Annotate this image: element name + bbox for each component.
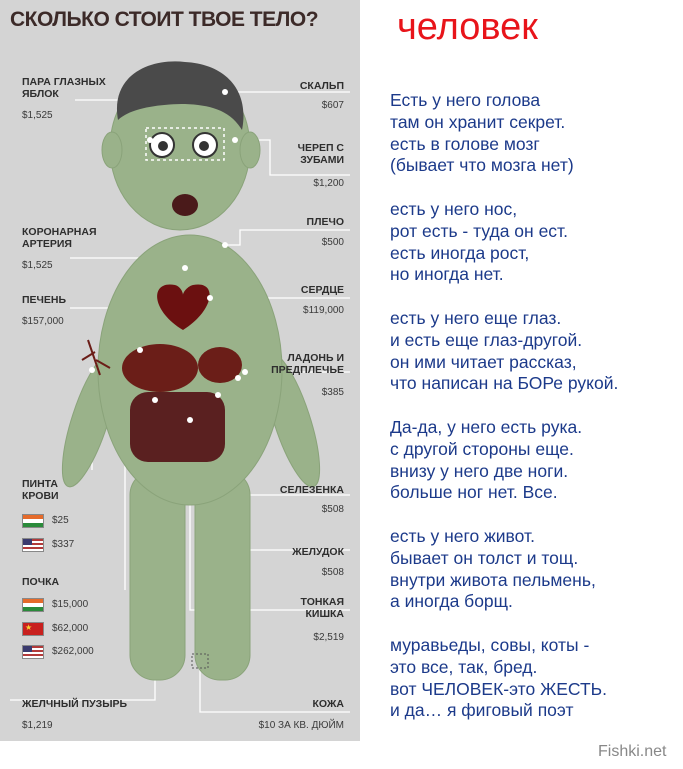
price-eyeballs: $1,525: [22, 110, 53, 121]
poem-line: с другой стороны еще.: [390, 438, 574, 459]
china-flag-icon: [22, 622, 44, 636]
poem-line: бывает он толст и тощ.: [390, 547, 579, 568]
stanza: [390, 199, 618, 286]
poem-line: внизу у него две ноги.: [390, 460, 569, 481]
poem-line: но иногда нет.: [390, 264, 504, 285]
stanza: [390, 635, 618, 722]
label-gallbladder: ЖЕЛЧНЫЙ ПУЗЫРЬ: [22, 698, 128, 710]
poem-line: муравьеды, совы, коты -: [390, 634, 590, 655]
poem-line: есть иногда рост,: [390, 242, 530, 263]
us-flag-icon: [22, 645, 44, 659]
poem-line: там он хранит секрет.: [390, 111, 566, 132]
label-pint-of-blood: ПИНТА КРОВИ: [22, 478, 59, 502]
label-skin: КОЖА: [312, 698, 344, 710]
poem-line: есть в голове мозг: [390, 133, 540, 154]
india-flag-icon: [22, 514, 44, 528]
label-spleen: СЕЛЕЗЕНКА: [279, 484, 344, 496]
stanza: [390, 308, 618, 395]
price-skull: $1,200: [313, 178, 344, 189]
us-flag-icon: [22, 538, 44, 552]
india-flag-icon: [22, 598, 44, 612]
price-kidney-us: $262,000: [52, 646, 94, 657]
poem-line: а иногда борщ.: [390, 591, 513, 612]
poem-line: Есть у него голова: [390, 90, 541, 110]
label-kidney: ПОЧКА: [22, 576, 60, 588]
poem-line: что написан на БОРе рукой.: [390, 373, 619, 394]
price-stomach: $508: [321, 567, 344, 578]
poem-line: это все, так, бред.: [390, 656, 538, 677]
price-spleen: $508: [321, 504, 344, 515]
poem-line: и да… я фиговый поэт: [390, 700, 574, 721]
label-liver: ПЕЧЕНЬ: [22, 294, 67, 306]
label-small-intestine: ТОНКАЯ КИШКА: [300, 596, 344, 620]
poem-title: человек: [397, 6, 538, 48]
price-kidney-india: $15,000: [52, 599, 89, 610]
poem-line: и есть еще глаз-другой.: [390, 329, 583, 350]
poem-line: он ими читает рассказ,: [390, 351, 577, 372]
stanza: [390, 417, 618, 504]
label-eyeballs: ПАРА ГЛАЗНЫХ ЯБЛОК: [22, 76, 106, 100]
label-shoulder: ПЛЕЧО: [306, 216, 344, 228]
label-coronary-artery: КОРОНАРНАЯ АРТЕРИЯ: [22, 226, 97, 250]
poem-line: (бывает что мозга нет): [390, 155, 574, 176]
poem-line: рот есть - туда он ест.: [390, 220, 568, 241]
price-small-intestine: $2,519: [313, 632, 344, 643]
price-scalp: $607: [321, 100, 344, 111]
poem-line: есть у него нос,: [390, 198, 518, 219]
label-skull: ЧЕРЕП С ЗУБАМИ: [297, 142, 344, 166]
price-gallbladder: $1,219: [22, 720, 53, 731]
poem: [390, 90, 618, 722]
infographic-title: СКОЛЬКО СТОИТ ТВОЕ ТЕЛО?: [10, 8, 319, 31]
poem-line: есть у него еще глаз.: [390, 307, 562, 328]
label-stomach: ЖЕЛУДОК: [292, 546, 344, 558]
price-blood-india: $25: [52, 515, 69, 526]
price-skin: $10 ЗА КВ. ДЮЙМ: [258, 720, 344, 731]
price-kidney-china: $62,000: [52, 623, 89, 634]
price-blood-us: $337: [52, 539, 75, 550]
label-scalp: СКАЛЬП: [299, 80, 344, 92]
price-liver: $157,000: [22, 316, 64, 327]
poem-line: больше ног нет. Все.: [390, 482, 558, 503]
poem-line: есть у него живот.: [390, 525, 535, 546]
price-palm-forearm: $385: [321, 387, 344, 398]
watermark: Fishki.net: [598, 743, 667, 760]
price-shoulder: $500: [321, 237, 344, 248]
label-heart: СЕРДЦЕ: [300, 284, 344, 296]
price-heart: $119,000: [303, 305, 344, 316]
price-coronary-artery: $1,525: [22, 260, 53, 271]
poem-line: Да-да, у него есть рука.: [390, 416, 583, 437]
stanza: [390, 526, 618, 613]
label-palm-forearm: ЛАДОНЬ И ПРЕДПЛЕЧЬЕ: [271, 352, 344, 376]
poem-line: внутри живота пельмень,: [390, 569, 596, 590]
poem-line: вот ЧЕЛОВЕК-это ЖЕСТЬ.: [390, 678, 608, 699]
stanza: [390, 90, 618, 177]
